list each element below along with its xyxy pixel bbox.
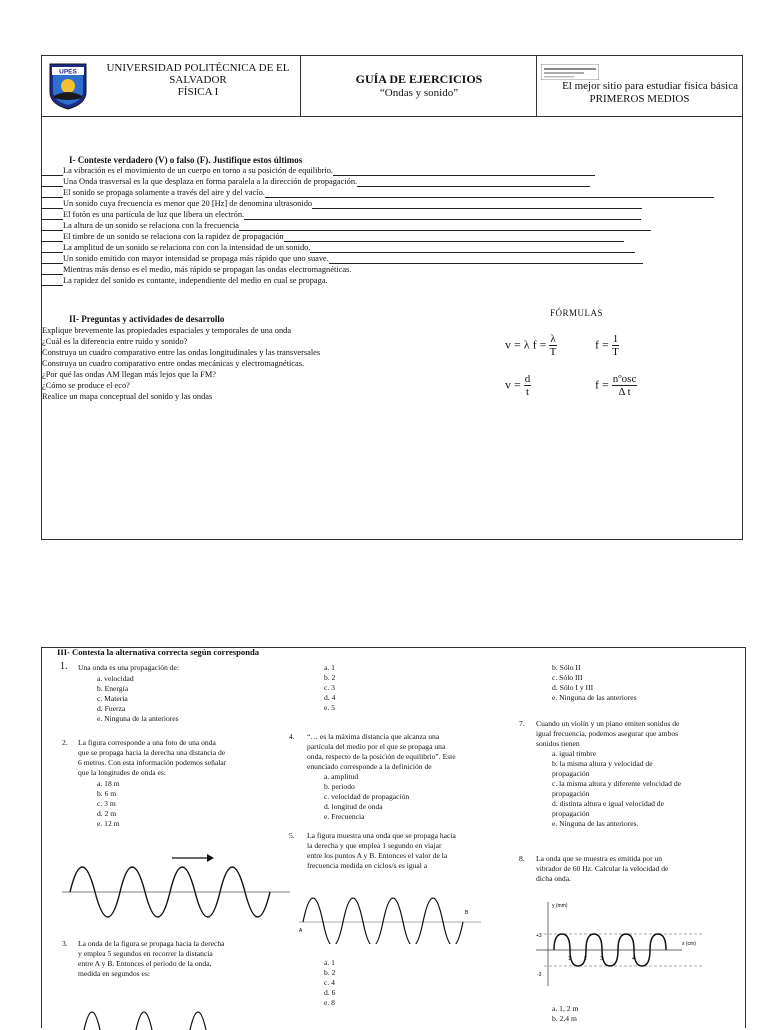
q5-wave-line bbox=[303, 898, 463, 944]
q3-line: entre A y B. Entonces el periodo de la onda, bbox=[78, 959, 212, 968]
course-name: FÍSICA I bbox=[177, 86, 219, 98]
q6-option: c. Sólo III bbox=[552, 673, 583, 682]
q8-option: a. 1, 2 m bbox=[552, 1004, 579, 1013]
q1-option: e. Ninguna de la anteriores bbox=[97, 714, 179, 723]
q2-line: 6 metros. Con esta información podemos señalar bbox=[78, 758, 227, 767]
q7-line: Cuando un violín y un piano emiten sonidos de bbox=[536, 719, 680, 728]
q4-line: onda, respecto de la posición de equilibrio”. Este bbox=[307, 752, 456, 761]
q4-option: e. Frecuencia bbox=[324, 812, 365, 821]
q5-line: la derecha y que emplea 1 segundo en viajar bbox=[307, 841, 442, 850]
site-cell bbox=[537, 56, 742, 116]
guide-cell bbox=[301, 56, 537, 116]
q7-option: b. la misma altura y velocidad de bbox=[552, 759, 653, 768]
q5-option: c. 4 bbox=[324, 978, 335, 987]
q6-option: d. Sólo I y III bbox=[552, 683, 594, 692]
guide-title: GUÍA DE EJERCICIOS bbox=[355, 72, 483, 86]
university-name bbox=[100, 62, 296, 98]
q3-option: d. 4 bbox=[324, 693, 336, 702]
q3-option: a. 1 bbox=[324, 663, 335, 672]
q8-number: 8. bbox=[519, 854, 525, 863]
q8-x-label: x (cm) bbox=[682, 941, 696, 947]
section-2-title: II- Preguntas y actividades de desarrollo bbox=[69, 314, 225, 324]
formula-wave-speed: v = λ f = $\frac{\lambda}{T}$ bbox=[505, 333, 557, 358]
q8-tick-m3: -3 bbox=[537, 972, 542, 978]
formula-frequency-period: f = $\frac{1}{T}$ bbox=[595, 333, 619, 358]
question-item: ¿Por qué las ondas AM llegan más lejos que la FM? bbox=[42, 370, 216, 379]
q8-y-label: y (mm) bbox=[552, 903, 568, 909]
q7-option: d. distinta altura e igual velocidad de bbox=[552, 799, 664, 808]
tf-item: Mientras más denso es el medio, más rápido se propagan las ondas electromagnéticas. bbox=[42, 265, 718, 275]
q3-line: La onda de la figura se propaga hacia la derecha bbox=[78, 939, 225, 948]
q4-line: enunciado corresponde a la definición de bbox=[307, 762, 432, 771]
q7-option: c. la misma altura y diferente velocidad de bbox=[552, 779, 682, 788]
q1-option: d. Fuerza bbox=[97, 704, 126, 713]
question-item: Construya un cuadro comparativo entre ondas mecánicas y electromagnéticas. bbox=[42, 359, 305, 368]
tf-item: La amplitud de un sonido se relaciona con con la intensidad de un sonido. bbox=[42, 243, 718, 253]
university-cell bbox=[42, 56, 301, 116]
tf-item: La altura de un sonido se relaciona con la frecuencia bbox=[42, 221, 718, 231]
university-line-2: SALVADOR bbox=[169, 74, 227, 86]
q4-option: a. amplitud bbox=[324, 772, 359, 781]
question-item: ¿Cuál es la diferencia entre ruido y sonido? bbox=[42, 337, 188, 346]
guide-subtitle: “Ondas y sonido” bbox=[379, 87, 459, 99]
q4-line: partícula del medio por el que se propaga una bbox=[307, 742, 446, 751]
q3-wave-figure bbox=[78, 1000, 228, 1030]
q7-option: propagación bbox=[552, 809, 590, 818]
tf-item: El timbre de un sonido se relaciona con la rapidez de propagación bbox=[42, 232, 718, 242]
q7-option: e. Ninguna de las anteriores. bbox=[552, 819, 639, 828]
tf-item: La rapidez del sonido es contante, independiente del medio en cual se propaga. bbox=[42, 276, 718, 286]
q3-option: b. 2 bbox=[324, 673, 336, 682]
q3-option: c. 3 bbox=[324, 683, 335, 692]
formulas-title: FÓRMULAS bbox=[550, 308, 604, 318]
q8-tick: 2 bbox=[584, 956, 587, 962]
q5-line: La figura muestra una onda que se propaga hacia bbox=[307, 831, 456, 840]
q5-line: frecuencia medida en ciclos/s es igual a bbox=[307, 861, 428, 870]
formula-frequency-oscillations: f = $\frac{\text{nºosc}}{\text{Δ t}}$ bbox=[595, 373, 637, 398]
q5-option: a. 1 bbox=[324, 958, 335, 967]
q2-option: d. 2 m bbox=[97, 809, 117, 818]
tf-item: Una Onda trasversal es la que desplaza en forma paralela a la dirección de propagación. bbox=[42, 177, 718, 187]
site-slogan: El mejor sitio para estudiar física básica bbox=[562, 80, 738, 92]
q4-option: d. longitud de onda bbox=[324, 802, 383, 811]
q1-option: a. velocidad bbox=[97, 674, 134, 683]
question-item: ¿Cómo se produce el eco? bbox=[42, 381, 130, 390]
q5-option: d. 6 bbox=[324, 988, 336, 997]
q7-option: propagación bbox=[552, 769, 590, 778]
q2-option: b. 6 m bbox=[97, 789, 117, 798]
tf-item: El sonido se propaga solamente a través del aire y del vacío. bbox=[42, 188, 718, 198]
q5-option: b. 2 bbox=[324, 968, 336, 977]
q4-option: c. velocidad de propagación bbox=[324, 792, 410, 801]
q3-option: e. 5 bbox=[324, 703, 335, 712]
q2-option: e. 12 m bbox=[97, 819, 120, 828]
q5-option: e. 8 bbox=[324, 998, 335, 1007]
question-item: Realice un mapa conceptual del sonido y las ondas bbox=[42, 392, 213, 401]
q8-line: La onda que se muestra es emitida por un bbox=[536, 854, 663, 863]
q8-option: b. 2,4 m bbox=[552, 1014, 577, 1023]
section-3-title: III- Contesta la alternativa correcta según corresponda bbox=[57, 647, 260, 657]
formula-speed-distance: v = $\frac{d}{t}$ bbox=[505, 373, 531, 398]
q3-line: y emplea 5 segundos en recorrer la distancia bbox=[78, 949, 213, 958]
q8-wave-figure bbox=[532, 898, 707, 988]
site-logo-icon bbox=[541, 64, 599, 80]
section-1-title: I- Conteste verdadero (V) o falso (F). Justifique estos últimos bbox=[69, 155, 303, 165]
q2-number: 2. bbox=[62, 738, 68, 747]
tf-item: La vibración es el movimiento de un cuerpo en torno a su posición de equilibrio. bbox=[42, 166, 718, 176]
q8-line: vibrador de 60 Hz. Calcular la velocidad de bbox=[536, 864, 669, 873]
q5-label-a: A bbox=[299, 928, 303, 934]
q3-wave-line bbox=[84, 1012, 206, 1030]
q7-option: a. igual timbre bbox=[552, 749, 597, 758]
q3-number: 3. bbox=[62, 939, 68, 948]
site-level: PRIMEROS MEDIOS bbox=[589, 93, 690, 105]
q1-option: b. Energía bbox=[97, 684, 129, 693]
q2-line: que la longitudes de onda es: bbox=[78, 768, 166, 777]
worksheet-page-2 bbox=[41, 647, 746, 1028]
logo-text: UPES bbox=[59, 68, 77, 76]
worksheet-header bbox=[42, 56, 742, 117]
q4-number: 4. bbox=[289, 732, 295, 741]
q8-tick: 3 bbox=[600, 956, 603, 962]
q6-option: e. Ninguna de las anteriores bbox=[552, 693, 637, 702]
q7-line: sonidos tienen bbox=[536, 739, 580, 748]
q5-label-b: B bbox=[465, 910, 469, 916]
q7-line: igual frecuencia, podemos asegurar que ambos bbox=[536, 729, 679, 738]
university-logo-icon bbox=[48, 62, 88, 110]
question-item: Construya un cuadro comparativo entre las ondas longitudinales y las transversales bbox=[42, 348, 321, 357]
q5-wave-figure bbox=[295, 884, 485, 944]
tf-item: El fotón es una partícula de luz que libera un electrón. bbox=[42, 210, 718, 220]
university-line-1: UNIVERSIDAD POLITÉCNICA DE EL bbox=[106, 62, 290, 74]
tf-item: Un sonido cuya frecuencia es menor que 20 [Hz] de denomina ultrasonido bbox=[42, 199, 718, 209]
q5-line: entre los puntos A y B. Entonces el valor de la bbox=[307, 851, 448, 860]
q7-number: 7. bbox=[519, 719, 525, 728]
q6-option: b. Sólo II bbox=[552, 663, 581, 672]
q2-line: que se propaga hacia la derecha una distancia de bbox=[78, 748, 226, 757]
q2-option: a. 18 m bbox=[97, 779, 120, 788]
q8-tick: 4 bbox=[632, 956, 635, 962]
q5-number: 5. bbox=[289, 831, 295, 840]
q8-line: dicha onda. bbox=[536, 874, 572, 883]
q1-number: 1. bbox=[60, 661, 68, 672]
q1-option: c. Materia bbox=[97, 694, 128, 703]
q2-line: La figura corresponde a una foto de una onda bbox=[78, 738, 216, 747]
tf-item: Un sonido emitido con mayor intensidad se propaga más rápido que uno suave. bbox=[42, 254, 718, 264]
q2-arrow-head bbox=[207, 854, 214, 862]
q8-tick: 1 bbox=[568, 956, 571, 962]
q1-text: Una onda es una propagación de: bbox=[78, 663, 180, 672]
q2-option: c. 3 m bbox=[97, 799, 116, 808]
q8-tick-p3: +3 bbox=[536, 933, 542, 939]
worksheet-page-1 bbox=[41, 55, 743, 540]
q4-line: “… es la máxima distancia que alcanza una bbox=[307, 732, 440, 741]
q3-line: medida en segundos es: bbox=[78, 969, 150, 978]
q7-option: propagación bbox=[552, 789, 590, 798]
question-item: Explique brevemente las propiedades espaciales y temporales de una onda bbox=[42, 326, 292, 335]
q2-wave-figure bbox=[62, 850, 292, 940]
q4-option: b. periodo bbox=[324, 782, 355, 791]
